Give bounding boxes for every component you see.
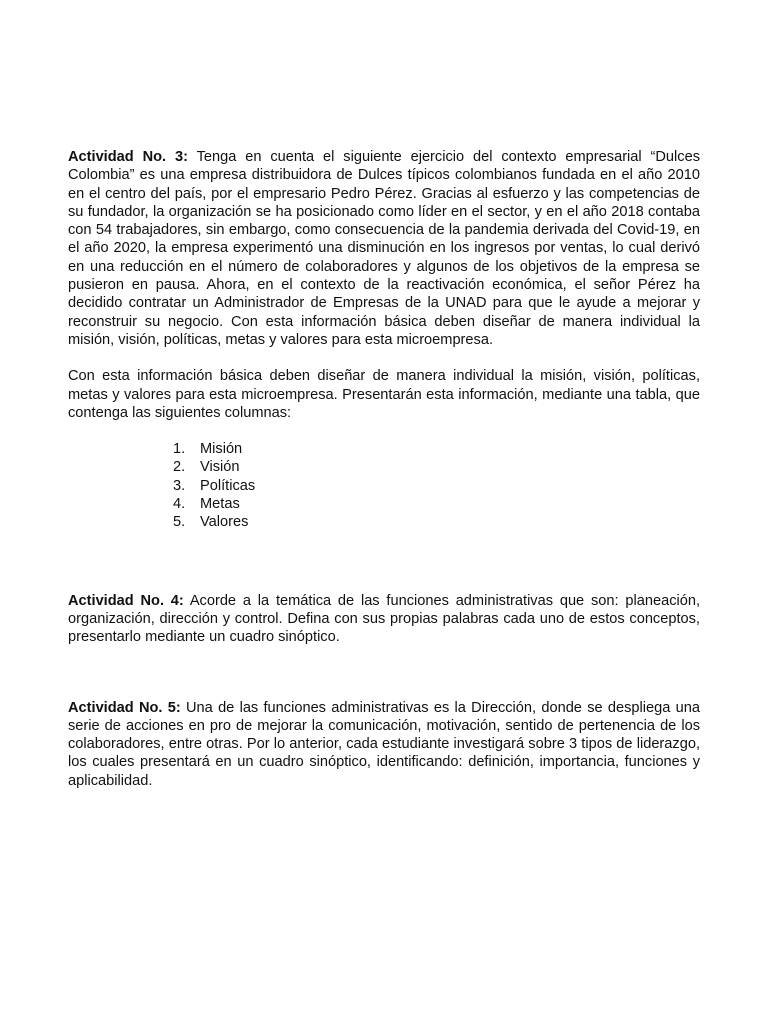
activity-5-paragraph bbox=[68, 699, 700, 790]
activity-4-paragraph bbox=[68, 592, 700, 647]
list-item: 3. Políticas bbox=[173, 477, 256, 494]
list-item: 1. Misión bbox=[173, 441, 243, 458]
list-item: 2. Visión bbox=[173, 459, 240, 476]
activity-4-heading: Actividad No. 4: bbox=[68, 592, 184, 609]
document-page bbox=[68, 148, 700, 790]
activity-4-text: Acorde a la temática de las funciones administrativas que son: planeación, organización, dirección y control. Defina con sus propias palabras cada uno de estos conceptos, presentarlo mediante un cuadro sinóptico. bbox=[68, 592, 701, 646]
activity-5-text: Una de las funciones administrativas es la Dirección, donde se despliega una serie de acciones en pro de mejorar la comunicación, motivación, sentido de pertenencia de los colaboradores, entre otras. Por lo anterior, cada estudiante investigará sobre 3 tipos de liderazgo, los cuales presentará en un cuadro sinóptico, identificando: definición, importancia, funciones y aplicabilidad. bbox=[68, 699, 700, 789]
activity-3-heading: Actividad No. 3: bbox=[68, 149, 188, 165]
activity-3-text: Tenga en cuenta el siguiente ejercicio del contexto empresarial “Dulces Colombia” es una empresa distribuidora de Dulces típicos colombianos fundada en el año 2010 en el centro del país, por el empresario Pedro Pérez. Gracias al esfuerzo y las competencias de su fundador, la organización se ha posicionado como líder en el sector, y en el año 2018 contaba con 54 trabajadores, sin embargo, como consecuencia de la pandemia derivada del Covid-19, en el año 2020, la empresa experimentó una disminución en los ingresos por ventas, lo cual derivó en una reducción en el número de colaboradores y algunos de los objetivos de la empresa se pusieron en pausa. Ahora, en el contexto de la reactivación económica, el señor Pérez ha decidido contratar un Administrador de Empresas de la UNAD para que le ayude a mejorar y reconstruir su negocio. Con esta información básica deben diseñar de manera individual la misión, visión, políticas, metas y valores para esta microempresa. bbox=[68, 149, 701, 348]
list-item: 4. Metas bbox=[173, 496, 240, 513]
activity-3-followup: Con esta información básica deben diseñar de manera individual la misión, visión, políticas, metas y valores para esta microempresa. Presentarán esta información, mediante una tabla, que contenga las siguientes columnas: bbox=[68, 368, 700, 421]
list-item: 5. Valores bbox=[173, 514, 249, 531]
columns-list bbox=[173, 440, 700, 531]
activity-3-paragraph bbox=[68, 148, 700, 349]
activity-5-heading: Actividad No. 5: bbox=[68, 699, 181, 716]
